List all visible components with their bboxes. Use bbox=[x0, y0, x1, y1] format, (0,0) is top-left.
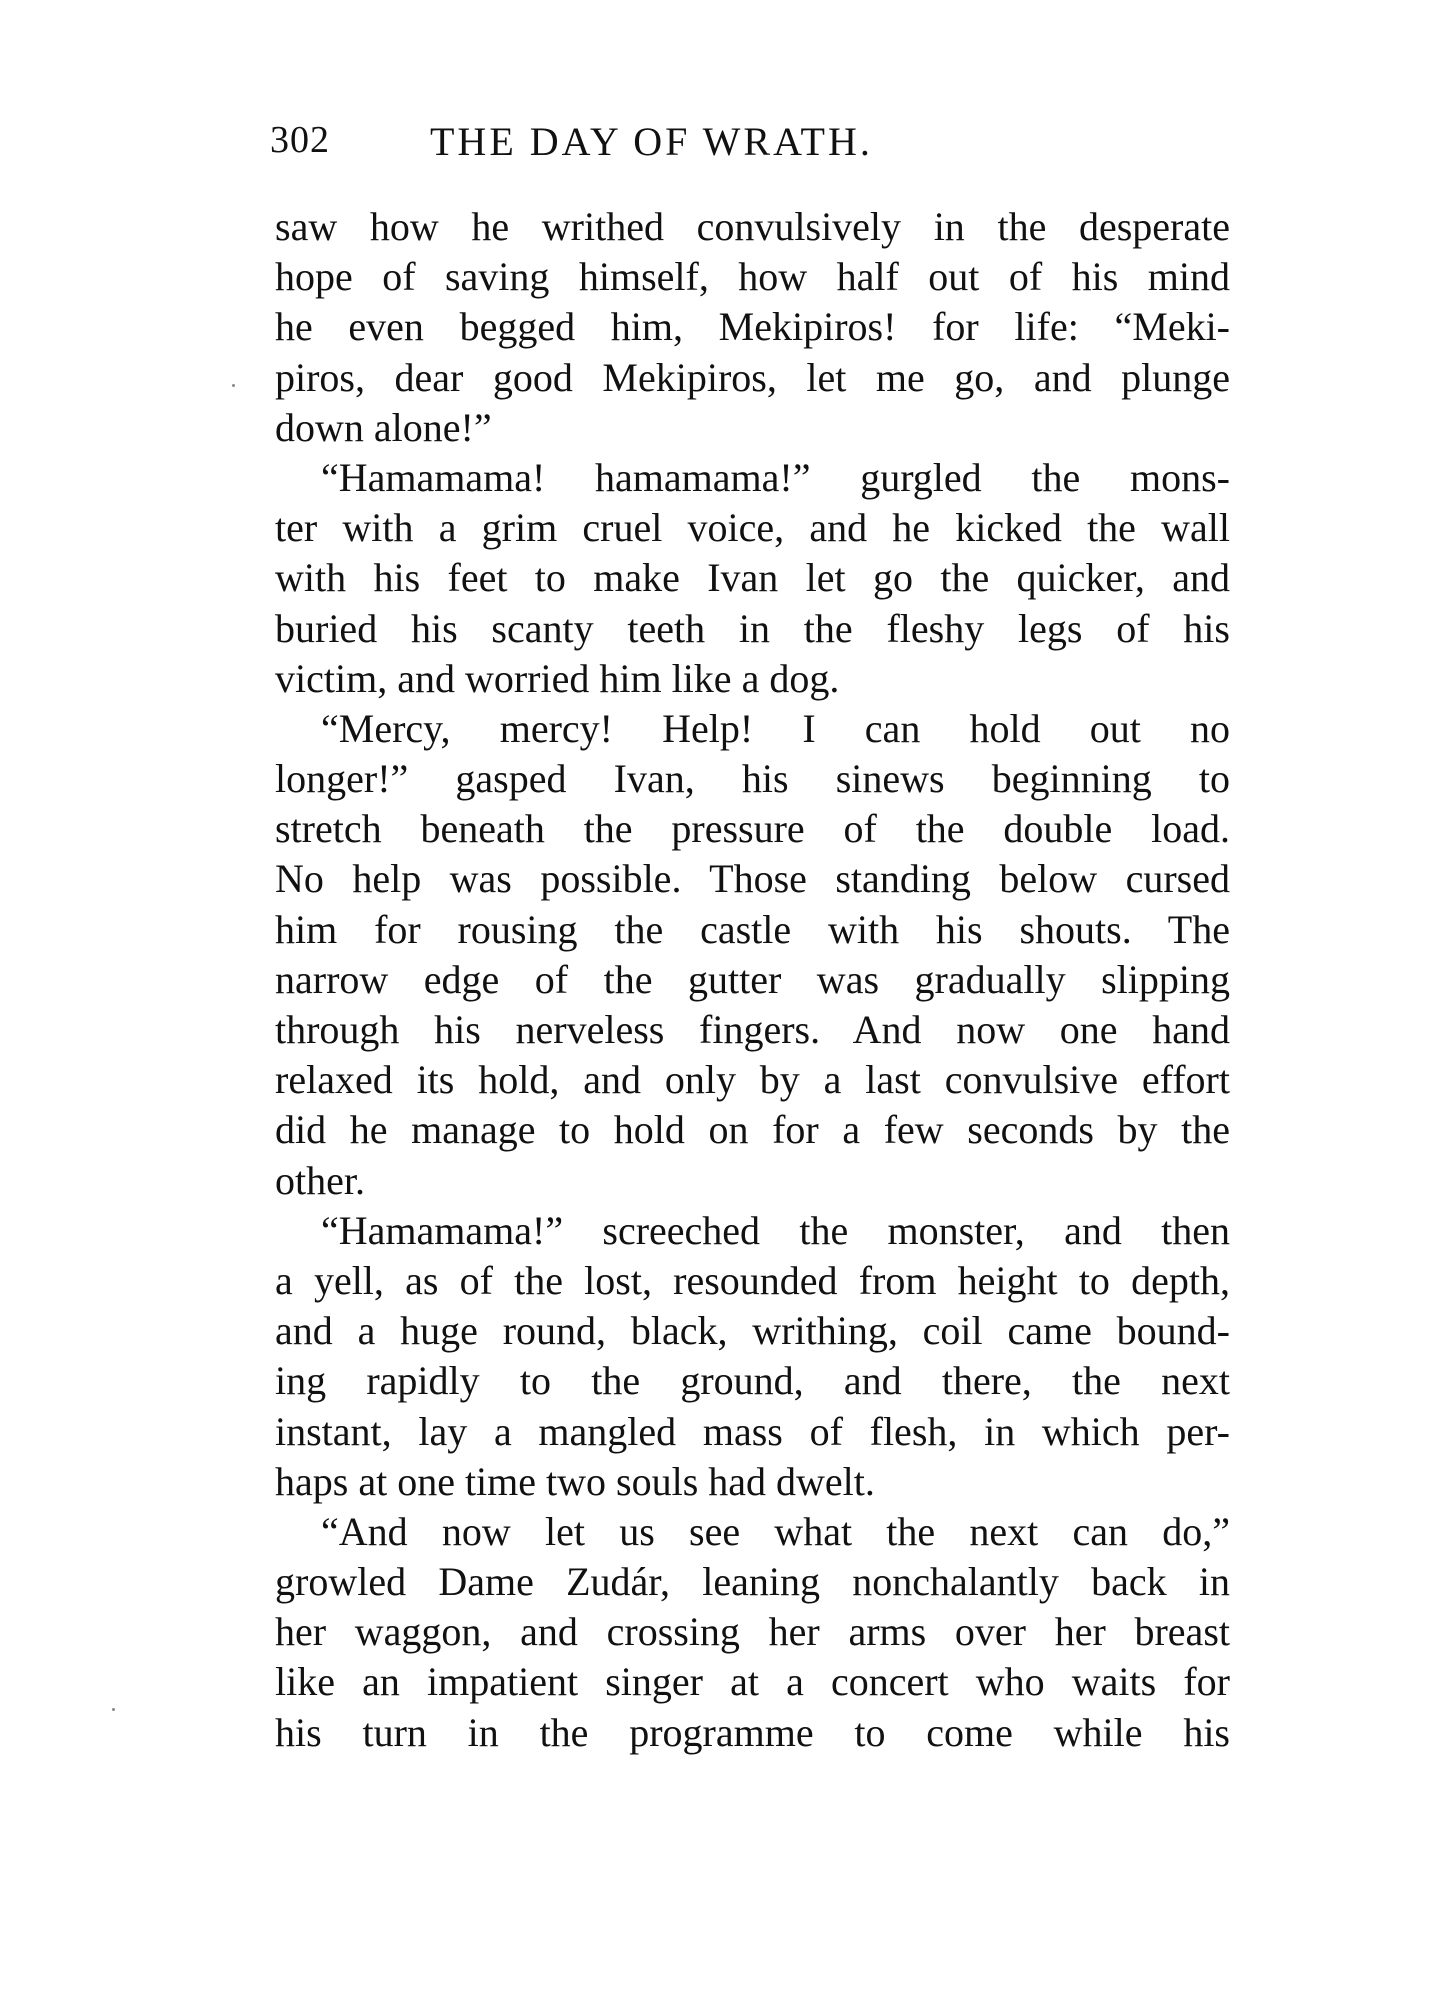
text-line: haps at one time two souls had dwelt. bbox=[275, 1458, 875, 1504]
text-line: instant, lay a mangled mass of flesh, in which per- bbox=[275, 1408, 1230, 1454]
text-line: his turn in the programme to come while his bbox=[275, 1709, 1230, 1755]
text-line: stretch beneath the pressure of the double load. bbox=[275, 806, 1230, 852]
page-header bbox=[270, 118, 1230, 178]
margin-speck bbox=[232, 384, 235, 387]
margin-speck bbox=[112, 1708, 115, 1711]
text-line: he even begged him, Mekipiros! for life: “Meki- bbox=[275, 304, 1230, 350]
text-line: did he manage to hold on for a few seconds by the bbox=[275, 1107, 1230, 1153]
text-line: piros, dear good Mekipiros, let me go, and plunge bbox=[275, 354, 1230, 400]
text-line: No help was possible. Those standing below cursed bbox=[275, 856, 1230, 902]
text-line: with his feet to make Ivan let go the quicker, and bbox=[275, 555, 1230, 601]
text-line: longer!” gasped Ivan, his sinews beginning to bbox=[275, 756, 1230, 802]
text-line: her waggon, and crossing her arms over her breast bbox=[275, 1609, 1230, 1655]
text-line: hope of saving himself, how half out of his mind bbox=[275, 254, 1230, 300]
text-line: victim, and worried him like a dog. bbox=[275, 655, 840, 701]
text-line: like an impatient singer at a concert who waits for bbox=[275, 1659, 1230, 1705]
text-line: him for rousing the castle with his shouts. The bbox=[275, 906, 1230, 952]
running-title: THE DAY OF WRATH. bbox=[430, 119, 873, 164]
text-line: down alone!” bbox=[275, 404, 492, 450]
text-line: “Hamamama! hamamama!” gurgled the mons- bbox=[321, 454, 1230, 500]
text-line: other. bbox=[275, 1157, 365, 1203]
text-line: ing rapidly to the ground, and there, the next bbox=[275, 1358, 1230, 1404]
text-line: “Mercy, mercy! Help! I can hold out no bbox=[321, 705, 1230, 751]
text-line: “And now let us see what the next can do,” bbox=[321, 1508, 1230, 1554]
text-line: ter with a grim cruel voice, and he kicked the wall bbox=[275, 505, 1230, 551]
text-line: a yell, as of the lost, resounded from height to depth, bbox=[275, 1257, 1230, 1303]
text-line: through his nerveless fingers. And now one hand bbox=[275, 1007, 1230, 1052]
text-line: narrow edge of the gutter was gradually slipping bbox=[275, 956, 1230, 1002]
page-number: 302 bbox=[270, 119, 330, 161]
text-line: saw how he writhed convulsively in the desperate bbox=[275, 204, 1230, 249]
text-line: and a huge round, black, writhing, coil came bound- bbox=[275, 1308, 1230, 1354]
body-text bbox=[275, 202, 1230, 1758]
text-line: buried his scanty teeth in the fleshy legs of his bbox=[275, 605, 1230, 651]
text-line: “Hamamama!” screeched the monster, and then bbox=[321, 1207, 1230, 1253]
text-line: relaxed its hold, and only by a last convulsive effort bbox=[275, 1057, 1230, 1103]
text-line: growled Dame Zudár, leaning nonchalantly back in bbox=[275, 1559, 1230, 1605]
